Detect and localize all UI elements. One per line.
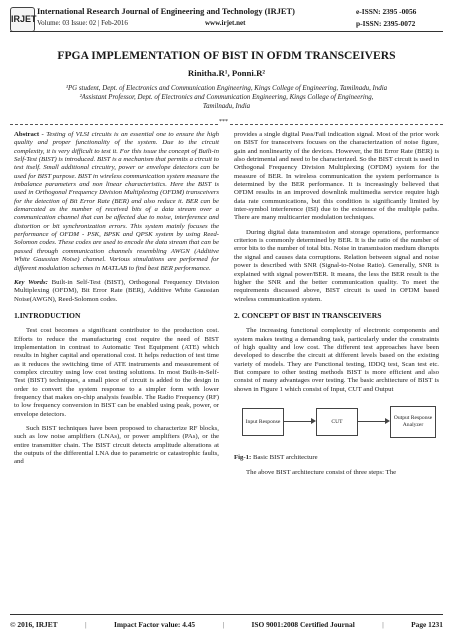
footer-iso: ISO 9001:2008 Certified Journal xyxy=(251,620,355,629)
right-paragraph-2: During digital data transmission and storage operations, performance criterion is commonly determined by BER. It is the ratio of the number of error bits to the number of total bits. Noise in transmission medium disrupts the signal and causes data corruptions. Relation between signal and noise power is described with SNR (Signal-to-Noise Ratio). Generally, SNR is explained with signal power/BER. It means, the less the BER result is the higher the SNR and the better communication quality. To meet the requirements discussed above, BIST circuit is used in OFDM based wireless communication system. xyxy=(234,228,439,303)
intro-paragraph-2: Such BIST techniques have been proposed to characterize RF blocks, such as low noise amplifiers (LNAs), or power amplifiers (PAs), or the entire transmitter chain. The BIST circuit detects amplitude alterations at the outputs of the differential LNA due to parametric or catastrophic faults, and xyxy=(14,425,219,466)
journal-logo: IRJET xyxy=(10,7,35,32)
paper-authors: Rinitha.R¹, Ponni.R² xyxy=(187,68,266,78)
journal-website[interactable]: www.irjet.net xyxy=(205,19,246,27)
footer-separator: | xyxy=(85,620,87,629)
affiliation-2: ²Assistant Professor, Dept. of Electronics and Communication Engineering, Kings College of Engineering, xyxy=(79,94,374,101)
figure-caption-lead: Fig-1: xyxy=(234,453,252,461)
footer-copyright: © 2016, IRJET xyxy=(10,620,58,629)
section-heading-introduction: 1.INTRODUCTION xyxy=(14,310,81,320)
figure-caption-text: Basic BIST architecture xyxy=(251,453,318,461)
affiliation-3: Tamilnadu, India xyxy=(202,103,251,110)
concept-paragraph-1: The increasing functional complexity of electronic components and system makes testing a demanding task, particularly under the constraints of high quality and low cost. The different test approaches have been developed to describe the circuit at different levels based on the existing variety of models. They are Functional testing, IDDQ test, Scan test etc. But compare to other testing methods BIST is more efficient and also consist of many advantages over testing. The basic architecture of BIST is shown in Figure 1 which consist of Input, CUT and Output xyxy=(234,327,439,393)
page-footer xyxy=(10,620,443,629)
section-heading-concept: 2. CONCEPT OF BIST IN TRANSCEIVERS xyxy=(234,310,382,320)
intro-paragraph-1: Test cost becomes a significant contributor to the production cost. Efforts to reduce the manufacturing cost require the need of BIST implementation in contrast to Automatic Test Equipment (ATE) which results in higher capital and operational cost. It helps reduction of test time as it reduces the switching time of ATE instruments and measurement of complex circuitry using low cost testing solutions. In most Built-in-Self-Test (BIST) techniques, a small piece of circuit is added to the design in order to convert the system response to a simpler form with lower frequency that makes on-chip analysis feasible. The Radio Frequency (RF) to low frequency conversion in BIST can be enabled using peak, power, or envelope detectors. xyxy=(14,327,219,418)
footer-page-number: Page 1231 xyxy=(411,620,443,629)
input-response-box: Input Response xyxy=(242,408,284,436)
footer-separator: | xyxy=(222,620,225,629)
journal-name: International Research Journal of Engineering and Technology (IRJET) xyxy=(37,7,295,16)
concept-paragraph-2: The above BIST architecture consist of three steps: The xyxy=(246,469,397,477)
abstract-body: Testing of VLSI circuits is an essential one to ensure the high quality and proper functionality of the system. Due to the circuit complexity, it is very difficult to test it. For this issue the concept of Built-in Self-Test (BIST) is introduced. BIST is a mechanism that permits a circuit to test itself. Small additional circuitry, power or envelope detectors can be used for BIST purpose. BIST in wireless communication system measure the imbalance parameters and non linear characteristics. Here the BIST is used in Orthogonal Frequency Division Multiplexing (OFDM) transceivers for the detection of Bit Error Rate (BER) and also reduce it. BER can be demarcated as the number of received bits of a data stream over a communication channel that can be affected due to noise, interference and distortion or bit synchronization errors. This system mainly focuses the performance of OFDM - PSK, BPSK and QPSK system by using Reed-Solomon codes. These codes are used to encode the data stream that can be passed through communication channels resembling AWGN (Additive White Gaussian Noise) channel. Various simulations are performed for different modulation schemes in MATLAB to find best BER performance. xyxy=(14,131,219,272)
affiliation-1: ¹PG student, Dept. of Electronics and Communication Engineering, Kings College of Engineering, Tamilnadu, India xyxy=(65,85,388,92)
p-issn: p-ISSN: 2395-0072 xyxy=(356,19,416,28)
footer-separator: | xyxy=(382,620,384,629)
keywords-body: Built-in Self-Test (BIST), Orthogonal Frequency Division Multiplexing (OFDM), Bit Error Rate (BER), Additive White Gaussian Noise(AWGN), Reed-Solomon codes. xyxy=(14,278,220,303)
output-response-analyzer-box: Output Response Analyzer xyxy=(390,406,436,438)
separator-mark: *** xyxy=(219,119,228,125)
e-issn: e-ISSN: 2395 -0056 xyxy=(356,7,417,16)
paper-title: FPGA IMPLEMENTATION OF BIST IN OFDM TRANSCEIVERS xyxy=(57,49,396,62)
footer-rule xyxy=(10,614,443,615)
arrow-line-2 xyxy=(357,421,385,422)
right-column xyxy=(234,131,439,484)
footer-impact-factor: Impact Factor value: 4.45 xyxy=(113,620,196,629)
bist-architecture-figure xyxy=(234,400,439,448)
abstract-lead: Abstract - xyxy=(14,131,47,138)
header-rule xyxy=(10,31,443,32)
volume-issue: Volume: 03 Issue: 02 | Feb-2016 xyxy=(37,19,128,27)
cut-box: CUT xyxy=(316,408,358,436)
keywords-lead: Key Words: xyxy=(14,278,48,286)
arrow-line-1 xyxy=(283,421,311,422)
right-paragraph-1: provides a single digital Pass/Fail indication signal. Most of the prior work on BIST for transceivers focuses on the characterization of noise figure, gain and nonlinearity of the devices. However, the Bit Error Rate (BER) is also detrimental and need to be characterized. So the BIST circuit is used in Orthogonal Frequency Division Multiplexing (OFDM) system for the measure of BER. In wireless communication the system performance is determined by the BER performance. It is increasingly believed that OFDM results in an improved downlink multimedia service require high data rate communications, but this condition is significantly limited by inter-symbol interference (ISI) due to the existence of the multiple paths. There are many multicarrier modulation techniques. xyxy=(234,131,439,222)
abstract xyxy=(14,131,219,273)
figure-caption xyxy=(234,454,439,462)
keywords xyxy=(14,279,219,304)
left-column xyxy=(14,131,219,473)
